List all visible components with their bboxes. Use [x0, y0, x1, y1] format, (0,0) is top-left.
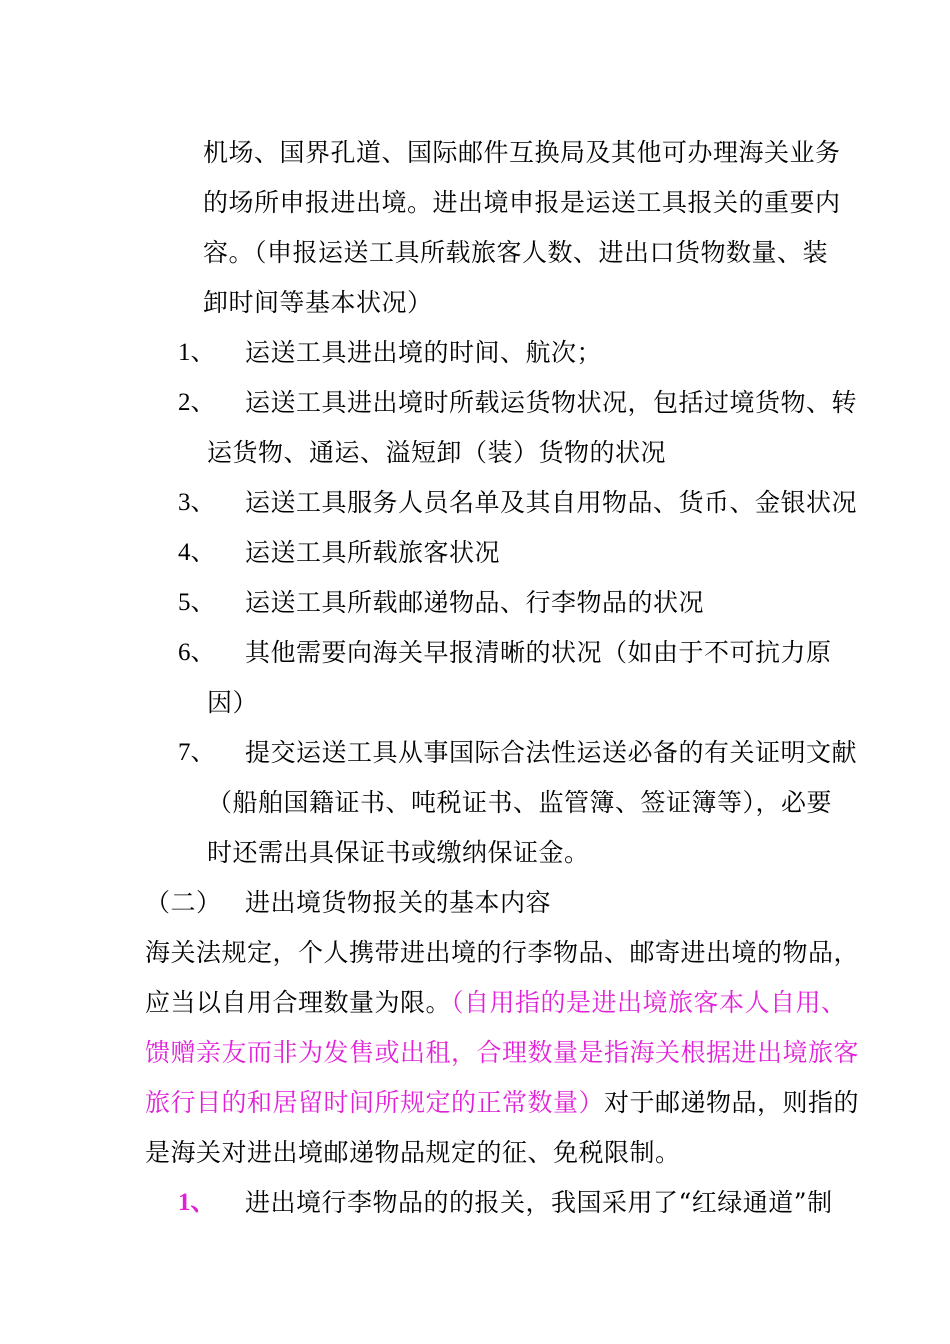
- section-number: （二）: [145, 888, 222, 917]
- list-item-text: 进出境行李物品的的报关，我国采用了“红绿通道”制: [245, 1188, 833, 1217]
- list-item-number-highlight: 1、: [178, 1189, 216, 1216]
- para-line-4-text: 对于邮递物品，则指的: [604, 1088, 860, 1117]
- list-item-text: 运送工具所载旅客状况: [245, 538, 501, 567]
- list-item-number: 6、: [178, 639, 216, 666]
- list-item-number: 7、: [178, 739, 216, 766]
- intro-line-2: 的场所申报进出境。进出境申报是运送工具报关的重要内: [203, 188, 841, 217]
- section-title: 进出境货物报关的基本内容: [245, 888, 552, 917]
- list-item-text: 其他需要向海关早报清晰的状况（如由于不可抗力原: [245, 638, 832, 667]
- intro-line-1: 机场、国界孔道、国际邮件互换局及其他可办理海关业务: [203, 138, 841, 167]
- para-line-3-highlight: 馈赠亲友而非为发售或出租，合理数量是指海关根据进出境旅客: [145, 1038, 860, 1067]
- list-item-text: 提交运送工具从事国际合法性运送必备的有关证明文献: [245, 738, 858, 767]
- list-item-text: 运送工具所载邮递物品、行李物品的状况: [245, 588, 705, 617]
- list-item-text-cont: 运货物、通运、溢短卸（装）货物的状况: [207, 438, 667, 467]
- list-item-number: 5、: [178, 589, 216, 616]
- para-line-4-highlight: 旅行目的和居留时间所规定的正常数量）: [145, 1088, 605, 1117]
- list-item-text: 运送工具服务人员名单及其自用物品、货币、金银状况: [245, 488, 858, 517]
- para-line-5: 是海关对进出境邮递物品规定的征、免税限制。: [145, 1138, 681, 1167]
- list-item-number: 3、: [178, 489, 216, 516]
- para-line-2-text: 应当以自用合理数量为限。: [145, 988, 452, 1017]
- list-item-number: 1、: [178, 339, 216, 366]
- list-item-text-cont: （船舶国籍证书、吨税证书、监管簿、签证簿等），必要: [207, 788, 833, 817]
- list-item-text-cont: 时还需出具保证书或缴纳保证金。: [207, 838, 590, 867]
- intro-line-4: 卸时间等基本状况）: [203, 288, 433, 317]
- list-item-text: 运送工具进出境的时间、航次；: [245, 338, 603, 367]
- list-item-text-cont: 因）: [207, 688, 259, 717]
- list-item-number: 2、: [178, 389, 216, 416]
- para-line-2: [145, 988, 847, 1018]
- para-line-4: [145, 1088, 859, 1118]
- intro-line-3: 容。（申报运送工具所载旅客人数、进出口货物数量、装: [203, 238, 829, 267]
- para-line-2-highlight: （自用指的是进出境旅客本人自用、: [451, 988, 847, 1017]
- list-item-text: 运送工具进出境时所载运货物状况，包括过境货物、转: [245, 388, 858, 417]
- para-line-1: 海关法规定，个人携带进出境的行李物品、邮寄进出境的物品，: [145, 938, 860, 967]
- list-item-number: 4、: [178, 539, 216, 566]
